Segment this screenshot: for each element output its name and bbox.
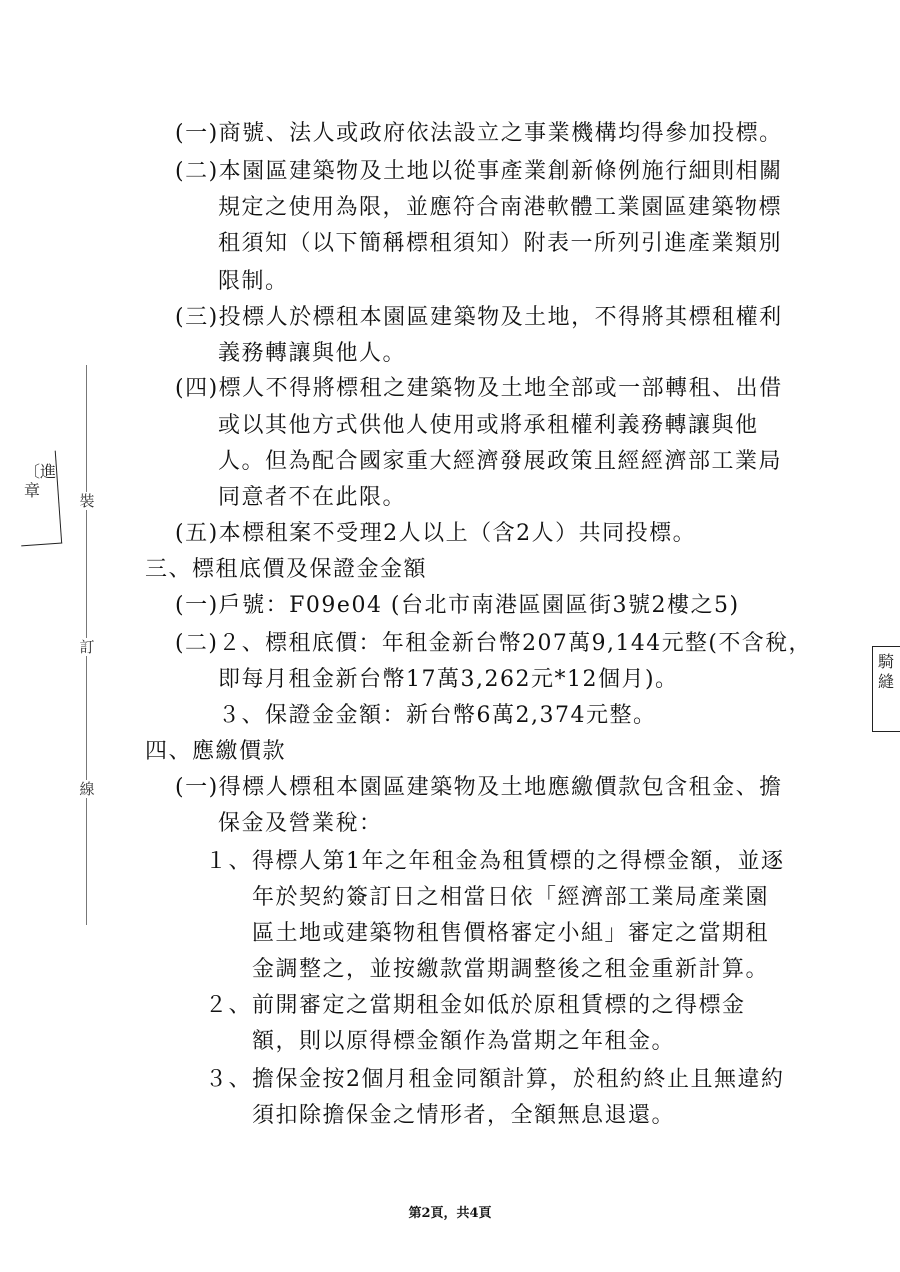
clause-2-2: (二)本園區建築物及土地以從事產業創新條例施行細則相關	[175, 159, 783, 184]
page-number-footer: 第2頁，共4頁	[408, 1206, 492, 1221]
clause-2-3-cont: 義務轉讓與他人。	[218, 341, 407, 366]
clause-4-1-item-3: ３、擔保金按2個月租金同額計算，於租約終止且無違約	[205, 1067, 785, 1092]
clause-4-1-item-2-cont: 額，則以原得標金額作為當期之年租金。	[252, 1029, 676, 1054]
clause-3-2: (二)２、標租底價：年租金新台幣207萬9,144元整(不含稅，	[175, 631, 812, 656]
clause-2-4-cont: 同意者不在此限。	[218, 485, 407, 510]
section-3-heading: 三、標租底價及保證金金額	[145, 557, 428, 582]
clause-2-2-cont: 租須知（以下簡稱標租須知）附表一所列引進產業類別	[218, 231, 783, 256]
binding-mark-ding: 訂	[77, 638, 97, 656]
clause-2-3: (三)投標人於標租本園區建築物及土地，不得將其標租權利	[175, 305, 783, 330]
clause-2-5: (五)本標租案不受理2人以上（含2人）共同投標。	[175, 521, 697, 546]
clause-4-1-item-2: ２、前開審定之當期租金如低於原租賃標的之得標金	[205, 993, 746, 1018]
clause-4-1-item-3-cont: 須扣除擔保金之情形者，全額無息退還。	[252, 1103, 676, 1128]
clause-3-2-cont: 即每月租金新台幣17萬3,262元*12個月)。	[218, 667, 679, 692]
clause-3-3: ３、保證金金額：新台幣6萬2,374元整。	[218, 703, 657, 728]
clause-4-1-item-1: １、得標人第1年之年租金為租賃標的之得標金額，並逐	[205, 849, 785, 874]
clause-4-1-item-1-cont: 金調整之，並按繳款當期調整後之租金重新計算。	[252, 957, 770, 982]
clause-4-1: (一)得標人標租本園區建築物及土地應繳價款包含租金、擔	[175, 775, 783, 800]
binding-mark-xian: 線	[77, 780, 97, 798]
clause-2-4: (四)標人不得將標租之建築物及土地全部或一部轉租、出借	[175, 376, 783, 401]
clause-2-1: (一)商號、法人或政府依法設立之事業機構均得參加投標。	[175, 121, 783, 146]
binding-mark-zhuang: 裝	[77, 492, 97, 510]
section-4-heading: 四、應繳價款	[145, 739, 287, 764]
clause-4-1-cont: 保金及營業稅：	[218, 811, 383, 836]
clause-2-2-cont: 限制。	[218, 269, 289, 294]
clause-2-2-cont: 規定之使用為限，並應符合南港軟體工業園區建築物標	[218, 195, 783, 220]
left-stamp-text: 〔進章	[24, 462, 57, 500]
clause-4-1-item-1-cont: 年於契約簽訂日之相當日依「經濟部工業局產業園	[252, 885, 770, 910]
clause-4-1-item-1-cont: 區土地或建築物租售價格審定小組」審定之當期租	[252, 921, 770, 946]
clause-2-4-cont: 或以其他方式供他人使用或將承租權利義務轉讓與他	[218, 413, 759, 438]
right-stamp-text: 騎縫	[878, 652, 895, 691]
clause-3-1: (一)戶號：F09e04 (台北市南港區園區街3號2樓之5)	[175, 593, 740, 618]
clause-2-4-cont: 人。但為配合國家重大經濟發展政策且經經濟部工業局	[218, 449, 783, 474]
